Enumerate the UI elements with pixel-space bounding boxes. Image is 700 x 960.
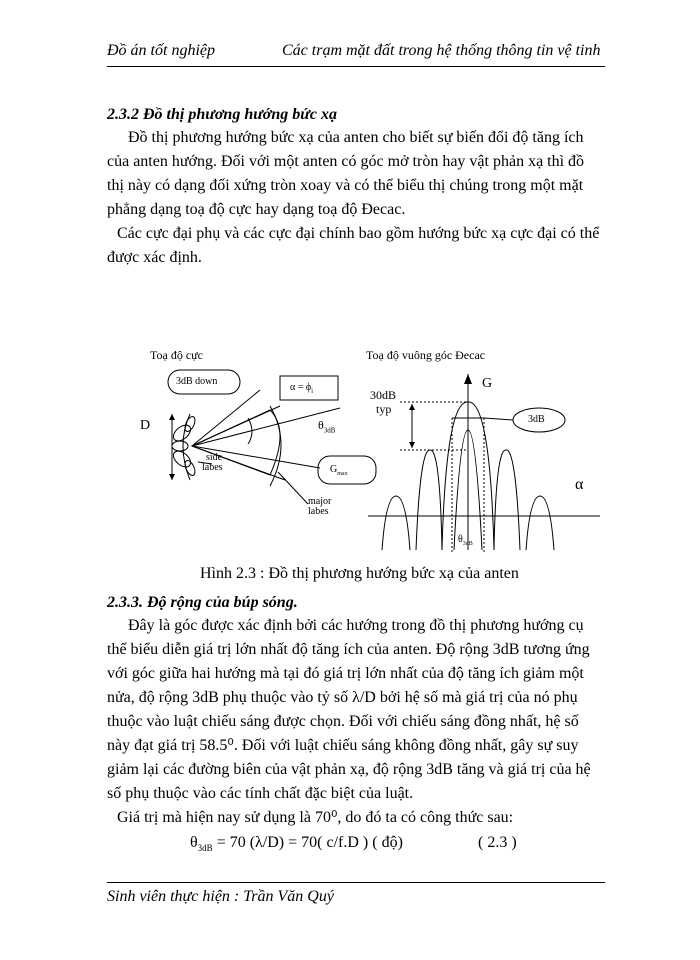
paragraph-line: giảm lại các đường biên của vật phản xạ, độ rộng 3dB tăng và giá trị của hệ xyxy=(107,761,591,778)
paragraph-line: số phụ thuộc vào các tính chất đặc biệt của luật. xyxy=(107,785,414,802)
side-lobe-curve xyxy=(494,450,520,550)
left-diagram-title: Toạ độ cực xyxy=(150,348,203,362)
label-side: side xyxy=(206,452,223,463)
paragraph-line: được xác định. xyxy=(107,249,202,266)
label-typ: typ xyxy=(376,402,392,416)
side-lobe-curve xyxy=(526,496,554,550)
side-lobe-curve xyxy=(382,496,410,550)
polar-diagram xyxy=(168,370,376,504)
arrow-30db-top xyxy=(409,404,415,410)
paragraph-line: Các cực đại phụ và các cực đại chính bao gồm hướng bức xạ cực đại có thể xyxy=(117,225,600,242)
label-3db: 3dB xyxy=(528,414,545,425)
footer-rule xyxy=(107,882,605,883)
label-alpha-phi: $\alpha = \phi_i$ xyxy=(290,382,314,395)
label-d: D xyxy=(140,418,151,433)
formula-2-3: $\theta_{3dB} = 70$ (λ/D) = 70( c/f.D ) ( độ) xyxy=(190,834,403,854)
dimension-arrow-top xyxy=(169,414,175,420)
label-g-axis: G xyxy=(482,376,493,391)
paragraph-line: này đạt giá trị 58.5⁰. Đối với luật chiếu sáng không đồng nhất, gây sự suy xyxy=(107,737,579,754)
section-title-2-3-2: 2.3.2 Đồ thị phương hướng bức xạ xyxy=(107,106,337,123)
paragraph-line: thị này có dạng đối xứng tròn xoay và có thể biểu thị chúng trong một mặt xyxy=(107,177,584,194)
formula-number: ( 2.3 ) xyxy=(478,834,517,851)
section-title-2-3-3: 2.3.3. Độ rộng của búp sóng. xyxy=(107,594,298,611)
right-diagram-title: Toạ độ vuông góc Đecac xyxy=(366,348,486,362)
label-theta-bottom: $\theta_{3dB}$ xyxy=(458,534,473,547)
header-rule xyxy=(107,66,605,67)
paragraph-line: Đồ thị phương hướng bức xạ của anten cho biết sự biến đổi độ tăng ích xyxy=(128,129,584,146)
paragraph-line: Đây là góc được xác định bởi các hướng trong đồ thị phương hướng cụ xyxy=(128,617,584,634)
cartesian-diagram xyxy=(368,374,600,552)
label-side-labes: labes xyxy=(202,462,223,473)
side-lobe xyxy=(172,441,188,451)
beam-edge-upper xyxy=(192,406,280,446)
label-30db: 30dB xyxy=(370,388,397,402)
leader-major-labes xyxy=(278,472,308,504)
dimension-arrow-bottom xyxy=(169,474,175,480)
footer-author: Sinh viên thực hiện : Trần Văn Quý xyxy=(107,888,334,905)
side-lobe-curve xyxy=(416,450,442,550)
paragraph-line: của anten hướng. Đối với một anten có góc mở tròn hay vật phản xạ thì đồ xyxy=(107,153,585,170)
y-axis-arrow xyxy=(464,374,472,384)
label-major-labes: labes xyxy=(308,506,329,517)
side-lobe xyxy=(183,415,197,433)
header-right: Các trạm mặt đất trong hệ thống thông tin vệ tinh xyxy=(282,42,601,59)
figure-caption: Hình 2.3 : Đồ thị phương hướng bức xạ của anten xyxy=(200,565,519,582)
arrow-30db-bottom xyxy=(409,442,415,448)
paragraph-line: phẳng dạng toạ độ cực hay dạng toạ độ Đecac. xyxy=(107,201,406,218)
label-major: major xyxy=(308,496,332,507)
label-alpha-axis: α xyxy=(575,476,584,493)
label-theta-3db: $\theta_{3dB}$ xyxy=(318,418,336,435)
label-gmax: $G_{max}$ xyxy=(330,464,348,477)
side-lobe xyxy=(183,459,197,477)
paragraph-line: thể biểu diễn giá trị lớn nhất độ tăng ích của anten. Độ rộng 3dB tương ứng xyxy=(107,641,590,658)
label-3db-down: 3dB down xyxy=(176,376,218,387)
paragraph-line: thuộc vào luật chiếu sáng được chọn. Đối với chiếu sáng đồng nhất, hệ số xyxy=(107,713,579,730)
figure-drawing xyxy=(130,340,600,560)
paragraph-line: với góc giữa hai hướng mà tại đó giá trị lớn nhất của độ tăng ích giảm một xyxy=(107,665,584,682)
header-left: Đồ án tốt nghiệp xyxy=(107,42,215,59)
leader-3db xyxy=(484,418,513,420)
radiation-pattern-figure xyxy=(130,340,600,560)
paragraph-line: Giá trị mà hiện nay sử dụng là 70⁰, do đó ta có công thức sau: xyxy=(117,809,514,826)
paragraph-line: nửa, độ rộng 3dB phụ thuộc vào tỷ số λ/D bởi hệ số mà giá trị của nó phụ xyxy=(107,689,578,706)
